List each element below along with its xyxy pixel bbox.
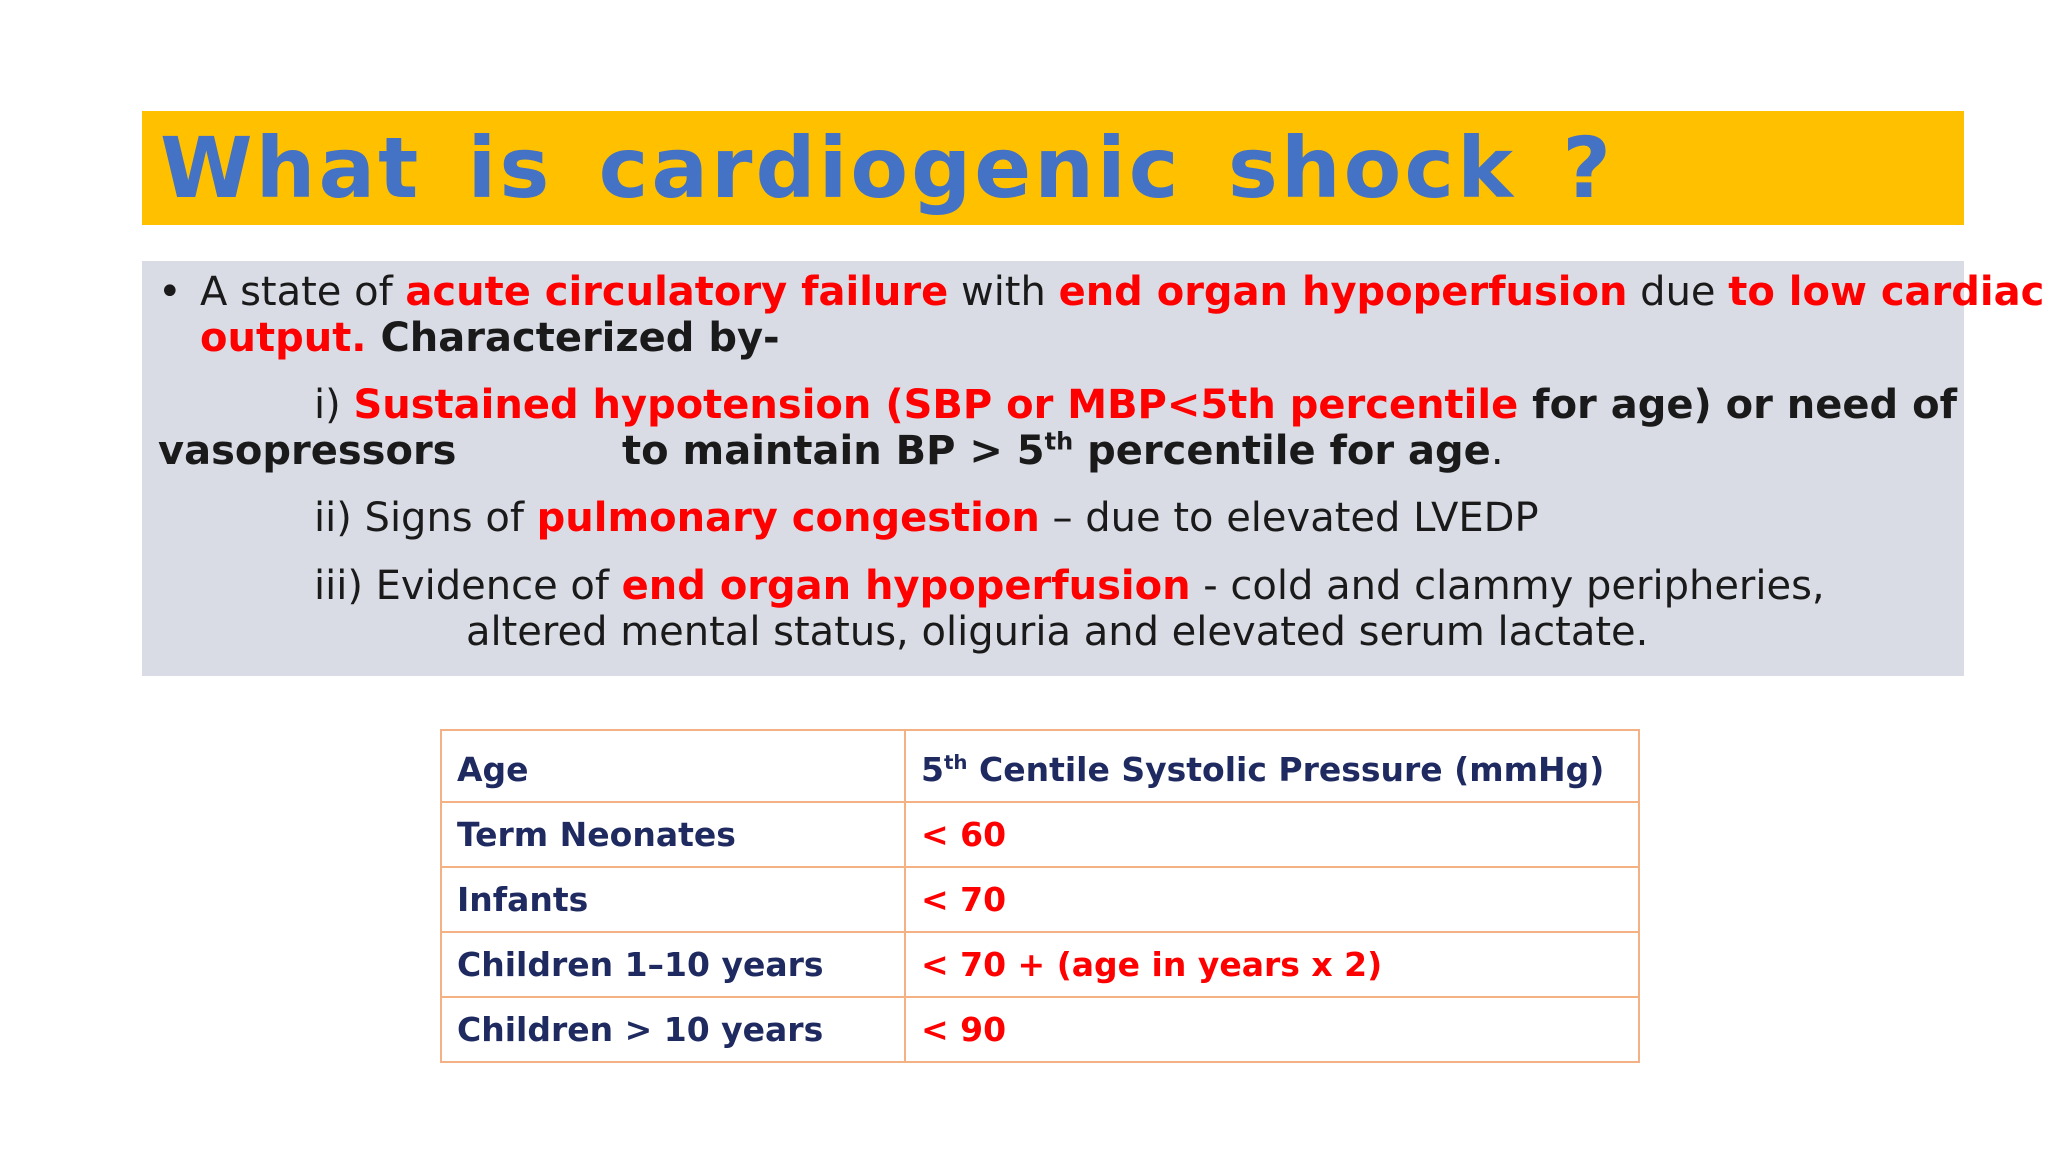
criterion-i-maintain: to maintain BP > 5 — [622, 428, 1045, 474]
age-cell: Term Neonates — [441, 802, 905, 867]
emphasis-low-output: to low cardiac — [1728, 269, 2045, 315]
table-row — [441, 802, 1639, 867]
criterion-iii-prefix: iii) Evidence of — [314, 563, 622, 609]
pressure-cell: < 90 — [905, 997, 1639, 1062]
title-bar — [142, 111, 1964, 225]
emphasis-output: output. — [200, 315, 367, 361]
emphasis-hypotension: Sustained hypotension (SBP or MBP<5th percentile — [353, 382, 1519, 428]
criterion-iii-text: - cold and clammy peripheries, — [1190, 563, 1825, 609]
emphasis-end-organ: end organ hypoperfusion — [621, 563, 1191, 609]
centile-table — [440, 729, 1640, 1063]
emphasis-pulmonary-congestion: pulmonary congestion — [536, 495, 1040, 541]
criterion-iii-continuation: altered mental status, oliguria and elevated serum lactate. — [466, 609, 1649, 655]
table-row — [441, 867, 1639, 932]
pressure-cell: < 70 — [905, 867, 1639, 932]
criterion-i-prefix: i) — [314, 382, 354, 428]
slide-title: What is cardiogenic shock ? — [160, 119, 1614, 217]
emphasis-acute-failure: acute circulatory failure — [405, 269, 949, 315]
criterion-i-vasopressors: vasopressors — [158, 428, 457, 474]
criterion-i-period: . — [1490, 428, 1504, 474]
criterion-i-percentile: percentile for age — [1073, 428, 1491, 474]
age-cell: Infants — [441, 867, 905, 932]
superscript-th: th — [943, 750, 968, 774]
table-row — [441, 932, 1639, 997]
emphasis-hypoperfusion: end organ hypoperfusion — [1058, 269, 1628, 315]
definition-line-2 — [200, 315, 780, 361]
definition-box — [142, 261, 2045, 676]
header-centile: 5th Centile Systolic Pressure (mmHg) — [905, 730, 1639, 802]
criterion-ii-text: – due to elevated LVEDP — [1039, 495, 1539, 541]
criterion-i-line-2 — [158, 428, 456, 474]
criterion-iii-line-2 — [466, 609, 1648, 655]
age-cell: Children 1–10 years — [441, 932, 905, 997]
age-cell: Children > 10 years — [441, 997, 905, 1062]
criterion-iii-line-1 — [314, 563, 1825, 609]
pressure-cell: < 60 — [905, 802, 1639, 867]
criterion-ii-prefix: ii) Signs of — [314, 495, 537, 541]
header-age: Age — [441, 730, 905, 802]
criterion-i-line-1 — [314, 382, 1957, 428]
table-header-row — [441, 730, 1639, 802]
definition-text: with — [948, 269, 1059, 315]
criterion-ii — [314, 495, 1539, 541]
criterion-i-text: for age) or need of — [1518, 382, 1957, 428]
definition-text: due — [1627, 269, 1729, 315]
definition-text: A state of — [200, 269, 406, 315]
characterized-by: Characterized by- — [366, 315, 780, 361]
pressure-cell: < 70 + (age in years x 2) — [905, 932, 1639, 997]
superscript-th: th — [1044, 427, 1074, 456]
table-row — [441, 997, 1639, 1062]
criterion-i-line-2b — [622, 428, 1504, 474]
bullet: • — [158, 269, 182, 315]
